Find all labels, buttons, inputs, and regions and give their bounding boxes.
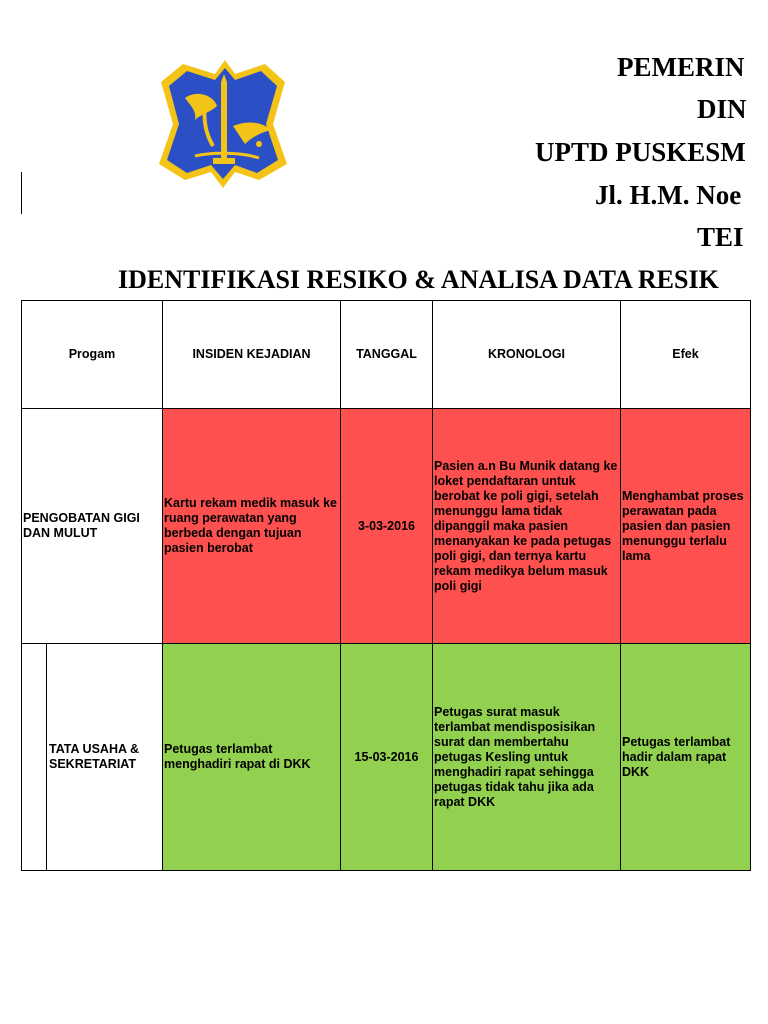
header-line-3: UPTD PUSKESM bbox=[535, 137, 746, 167]
table-header-row bbox=[22, 301, 751, 409]
header-line-4: Jl. H.M. Noe bbox=[595, 180, 742, 210]
cell-insiden: Petugas terlambat menghadiri rapat di DKK bbox=[163, 644, 341, 871]
header-line-5: TEI bbox=[697, 222, 744, 252]
cell-program: PENGOBATAN GIGI DAN MULUT bbox=[22, 409, 163, 644]
document-title: IDENTIFIKASI RESIKO & ANALISA DATA RESIK bbox=[118, 265, 719, 294]
cell-efek: Petugas terlambat hadir dalam rapat DKK bbox=[621, 644, 751, 871]
cell-efek: Menghambat proses perawatan pada pasien dan pasien menunggu terlalu lama bbox=[621, 409, 751, 644]
cell-insiden: Kartu rekam medik masuk ke ruang perawatan yang berbeda dengan tujuan pasien berobat bbox=[163, 409, 341, 644]
divider-line bbox=[21, 172, 22, 214]
surabaya-crest-icon bbox=[155, 60, 290, 188]
column-header-insiden: INSIDEN KEJADIAN bbox=[163, 301, 341, 409]
cell-program-label: TATA USAHA & SEKRETARIAT bbox=[49, 742, 140, 771]
cell-kronologi: Petugas surat masuk terlambat mendisposisikan surat dan membertahu petugas Kesling untuk menghadiri rapat sehingga petugas tidak tahu jika ada rapat DKK bbox=[433, 644, 621, 871]
cell-tanggal: 15-03-2016 bbox=[341, 644, 433, 871]
column-header-tanggal: TANGGAL bbox=[341, 301, 433, 409]
header-line-2: DIN bbox=[697, 94, 747, 124]
risk-table bbox=[21, 300, 751, 871]
table-row bbox=[22, 409, 751, 644]
header-line-1: PEMERIN bbox=[617, 52, 745, 82]
sub-column-divider bbox=[22, 644, 47, 870]
column-header-program: Progam bbox=[22, 301, 163, 409]
column-header-efek: Efek bbox=[621, 301, 751, 409]
table-row bbox=[22, 644, 751, 871]
cell-program bbox=[22, 644, 163, 871]
cell-kronologi: Pasien a.n Bu Munik datang ke loket pendaftaran untuk berobat ke poli gigi, setelah menunggu lama tidak dipanggil maka pasien menanyakan ke pada petugas poli gigi, dan ternya kartu rekam medikya belum masuk poli gigi bbox=[433, 409, 621, 644]
cell-tanggal: 3-03-2016 bbox=[341, 409, 433, 644]
column-header-kronologi: KRONOLOGI bbox=[433, 301, 621, 409]
